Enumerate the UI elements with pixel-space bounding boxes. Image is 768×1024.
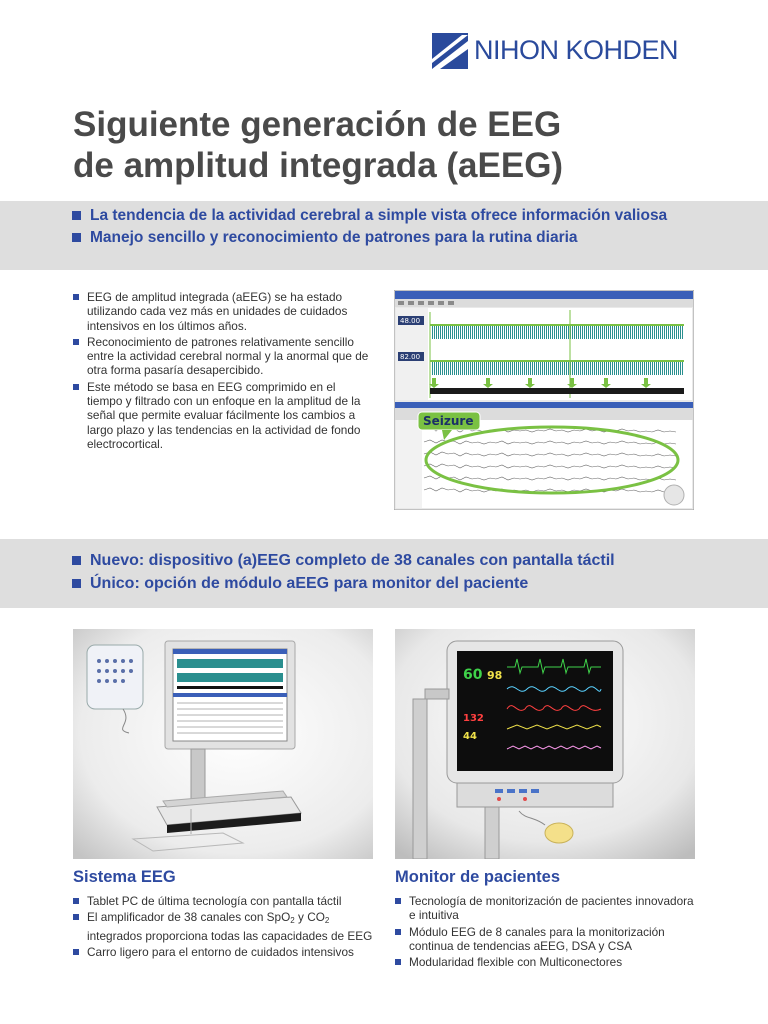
bullet-square-icon — [73, 384, 79, 390]
highlight-list-mid — [72, 552, 722, 598]
eeg-system-list — [73, 894, 373, 961]
highlight-text: La tendencia de la actividad cerebral a simple vista ofrece información valiosa — [90, 207, 668, 224]
intro-text: Reconocimiento de patrones relativamente sencillo entre la actividad cerebral normal y la anormal que de otra forma pasaría desapercibido. — [87, 334, 369, 378]
highlight-text: Único: opción de módulo aEEG para monitor del paciente — [90, 575, 529, 592]
brand-logo — [432, 33, 700, 69]
list-item — [73, 380, 373, 451]
eeg-cart-illustration — [73, 629, 373, 859]
bullet-square-icon — [395, 929, 401, 935]
bullet-square-icon — [73, 949, 79, 955]
heart-rate-readout: 60 — [463, 667, 483, 683]
bullet-square-icon — [73, 339, 79, 345]
intro-text: EEG de amplitud integrada (aEEG) se ha estado utilizando cada vez más en unidades de cuidados intensivos en los últimos años. — [87, 290, 348, 333]
patient-monitor-photo — [395, 629, 695, 859]
bullet-square-icon — [73, 914, 79, 920]
list-item — [72, 575, 722, 592]
highlight-text: Nuevo: dispositivo (a)EEG completo de 38 canales con pantalla táctil — [90, 552, 615, 569]
bullet-square-icon — [72, 233, 81, 242]
list-item — [72, 552, 722, 569]
monitor-feature-text: Tecnología de monitorización de pacientes innovadora e intuitiva — [409, 894, 694, 923]
list-item — [395, 955, 695, 969]
eeg-feature-text: integrados proporciona todas las capacidades de EEG — [87, 928, 373, 943]
patient-monitor-list — [395, 894, 695, 971]
bullet-square-icon — [72, 211, 81, 220]
monitor-feature-text: Modularidad flexible con Multiconectores — [409, 955, 623, 970]
aeeg-software-screenshot — [394, 290, 694, 510]
eeg-feature-text: El amplificador de 38 canales con SpO — [87, 910, 291, 925]
monitor-feature-text: Módulo EEG de 8 canales para la monitorización continua de tendencias aEEG, DSA y CSA — [409, 924, 665, 953]
eeg-feature-text: Tablet PC de última tecnología con pantalla táctil — [87, 894, 342, 908]
nihon-kohden-logo-icon — [432, 33, 468, 69]
list-item — [395, 894, 695, 923]
highlight-list-top — [72, 207, 672, 251]
bp-readout: 132 — [463, 713, 484, 724]
bullet-square-icon — [395, 959, 401, 965]
spo2-readout: 98 — [487, 669, 503, 682]
list-item — [73, 335, 373, 378]
eeg-system-photo — [73, 629, 373, 859]
subscript: 2 — [324, 916, 330, 926]
screenshot-graphic — [394, 290, 694, 510]
highlight-band-mid — [0, 539, 768, 608]
list-item — [395, 925, 695, 954]
list-item — [73, 910, 373, 943]
list-item — [73, 894, 373, 908]
brand-name: NIHON KOHDEN — [474, 35, 679, 65]
eeg-system-heading: Sistema EEG — [73, 868, 176, 886]
patient-monitor-heading: Monitor de pacientes — [395, 868, 561, 886]
bullet-square-icon — [395, 898, 401, 904]
bullet-square-icon — [72, 556, 81, 565]
highlight-band-top — [0, 201, 768, 270]
bullet-square-icon — [73, 898, 79, 904]
trend-value-2: 82.00 — [400, 353, 421, 361]
eeg-feature-text: Carro ligero para el entorno de cuidados intensivos — [87, 944, 354, 959]
title-line-1: Siguiente generación de EEG — [73, 105, 562, 144]
trend-value-1: 48.00 — [400, 317, 421, 325]
subscript: 2 — [290, 916, 295, 926]
intro-list — [73, 290, 373, 453]
title-line-2: de amplitud integrada (aEEG) — [73, 146, 564, 185]
intro-text: Este método se basa en EEG comprimido en el tiempo y filtrado con un enfoque en la amplitud de la señal que permite evaluar fácilmente los cambios a largo plazo y las tendencias en la actividad de fondo electrocortical. — [87, 379, 361, 451]
page-title — [73, 104, 713, 186]
list-item — [72, 229, 672, 246]
list-item — [73, 290, 373, 333]
resp-readout: 44 — [463, 731, 477, 742]
patient-monitor-illustration — [395, 629, 695, 859]
bullet-square-icon — [73, 294, 79, 300]
bullet-square-icon — [72, 579, 81, 588]
seizure-callout: Seizure — [423, 414, 474, 428]
highlight-text: Manejo sencillo y reconocimiento de patrones para la rutina diaria — [90, 229, 578, 246]
list-item — [72, 207, 672, 224]
list-item — [73, 945, 373, 959]
eeg-feature-text: y CO — [294, 910, 325, 925]
